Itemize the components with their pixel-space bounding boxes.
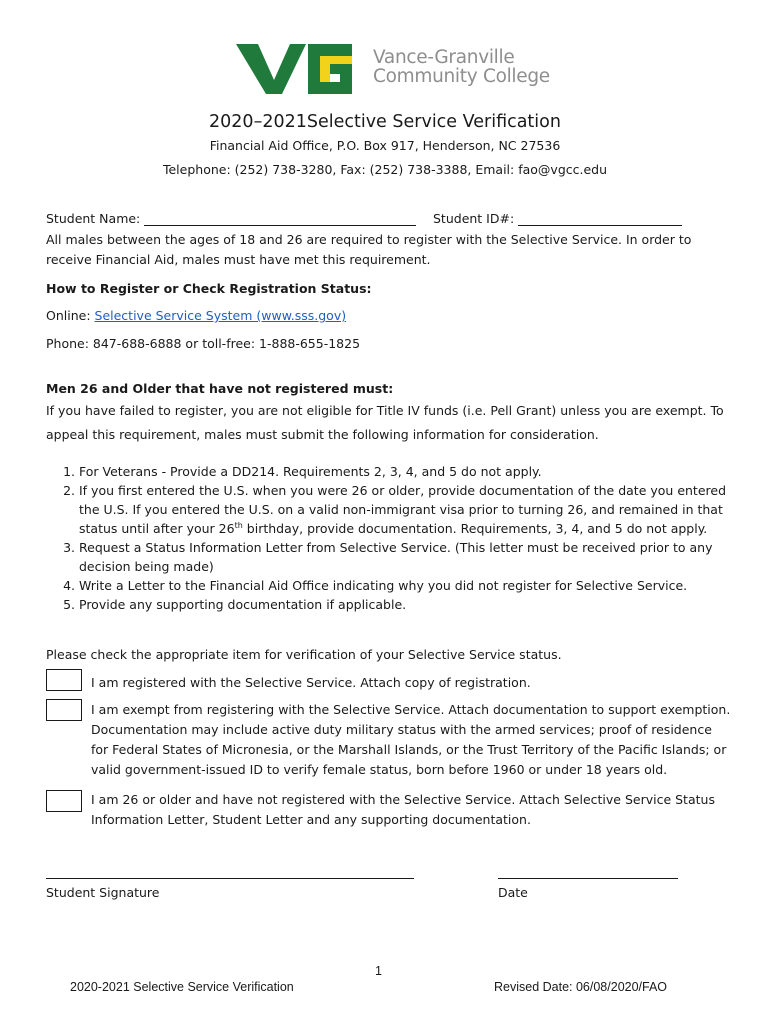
older-men-heading: Men 26 and Older that have not registered must: bbox=[46, 381, 394, 396]
intro-line-1: All males between the ages of 18 and 26 are required to register with the Selective Service. In order to bbox=[46, 232, 692, 247]
checkbox-registered[interactable] bbox=[46, 669, 82, 691]
phone-line: Phone: 847-688-6888 or toll-free: 1-888-655-1825 bbox=[46, 336, 361, 351]
requirement-item-2-text-a: If you first entered the U.S. when you were 26 or older, provide documentation of the date you entered the U.S. If you entered the U.S. on a valid non-immigrant visa prior to turning 26, and remained in that status until after your 26 bbox=[79, 483, 727, 536]
logo-yellow-block bbox=[320, 56, 352, 64]
requirements-list bbox=[46, 462, 739, 614]
requirement-item-3: 3. Request a Status Information Letter from Selective Service. (This letter must be received prior to any decision being made) bbox=[79, 538, 739, 576]
online-label: Online: bbox=[46, 308, 91, 323]
option-exempt-text: I am exempt from registering with the Selective Service. Attach documentation to support exemption. Documentation may include active duty military status with the armed services; proof of residence for Federal States of Micronesia, or the Marshall Islands, or the Trust Territory of the Pacific Islands; or valid government-issued ID to verify female status, born before 1960 or under 18 years old. bbox=[91, 702, 731, 777]
office-contact: Telephone: (252) 738-3280, Fax: (252) 738-3388, Email: fao@vgcc.edu bbox=[162, 162, 608, 177]
footer-left: 2020-2021 Selective Service Verification bbox=[70, 980, 294, 994]
student-signature-label: Student Signature bbox=[46, 885, 160, 900]
page-title: 2020–2021Selective Service Verification bbox=[209, 112, 561, 132]
logo-v-mark bbox=[236, 44, 306, 94]
college-name-line1: Vance-Granville bbox=[373, 47, 515, 68]
checkbox-not-registered[interactable] bbox=[46, 790, 82, 812]
ordinal-suffix: th bbox=[234, 520, 243, 530]
requirement-item-5: 5. Provide any supporting documentation if applicable. bbox=[79, 595, 739, 614]
requirement-item-2-text-b: birthday, provide documentation. Requirements, 3, 4, and 5 do not apply. bbox=[242, 521, 708, 536]
intro-line-2: receive Financial Aid, males must have met this requirement. bbox=[46, 252, 431, 267]
footer-right: Revised Date: 06/08/2020/FAO bbox=[494, 980, 668, 994]
option-not-registered-text: I am 26 or older and have not registered with the Selective Service. Attach Selective Service Status Information Letter, Student Letter and any supporting documentation. bbox=[91, 792, 715, 827]
student-name-input-line[interactable] bbox=[144, 225, 416, 226]
online-row bbox=[46, 308, 346, 323]
checklist-prompt: Please check the appropriate item for verification of your Selective Service status. bbox=[46, 647, 562, 662]
requirement-item-2 bbox=[79, 481, 739, 538]
student-name-field bbox=[46, 211, 416, 226]
college-name-line2: Community College bbox=[373, 66, 550, 87]
requirement-item-1: 1. For Veterans - Provide a DD214. Requirements 2, 3, 4, and 5 do not apply. bbox=[79, 462, 739, 481]
student-id-field bbox=[433, 211, 682, 226]
date-label: Date bbox=[498, 885, 528, 900]
student-id-label: Student ID#: bbox=[433, 211, 515, 226]
college-name bbox=[373, 48, 550, 86]
page-number: 1 bbox=[375, 964, 382, 978]
requirement-item-4: 4. Write a Letter to the Financial Aid Office indicating why you did not register for Selective Service. bbox=[79, 576, 739, 595]
option-registered-text: I am registered with the Selective Service. Attach copy of registration. bbox=[91, 675, 531, 690]
how-to-heading: How to Register or Check Registration Status: bbox=[46, 281, 372, 296]
student-name-label: Student Name: bbox=[46, 211, 141, 226]
sss-link[interactable]: Selective Service System (www.sss.gov) bbox=[94, 308, 347, 323]
office-address: Financial Aid Office, P.O. Box 917, Henderson, NC 27536 bbox=[209, 138, 561, 153]
older-men-line-1: If you have failed to register, you are not eligible for Title IV funds (i.e. Pell Grant) unless you are exempt. To bbox=[46, 403, 724, 418]
student-signature-line[interactable] bbox=[46, 878, 414, 879]
date-line[interactable] bbox=[498, 878, 678, 879]
checkbox-exempt[interactable] bbox=[46, 699, 82, 721]
student-id-input-line[interactable] bbox=[518, 225, 682, 226]
older-men-line-2: appeal this requirement, males must submit the following information for consideration. bbox=[46, 427, 599, 442]
